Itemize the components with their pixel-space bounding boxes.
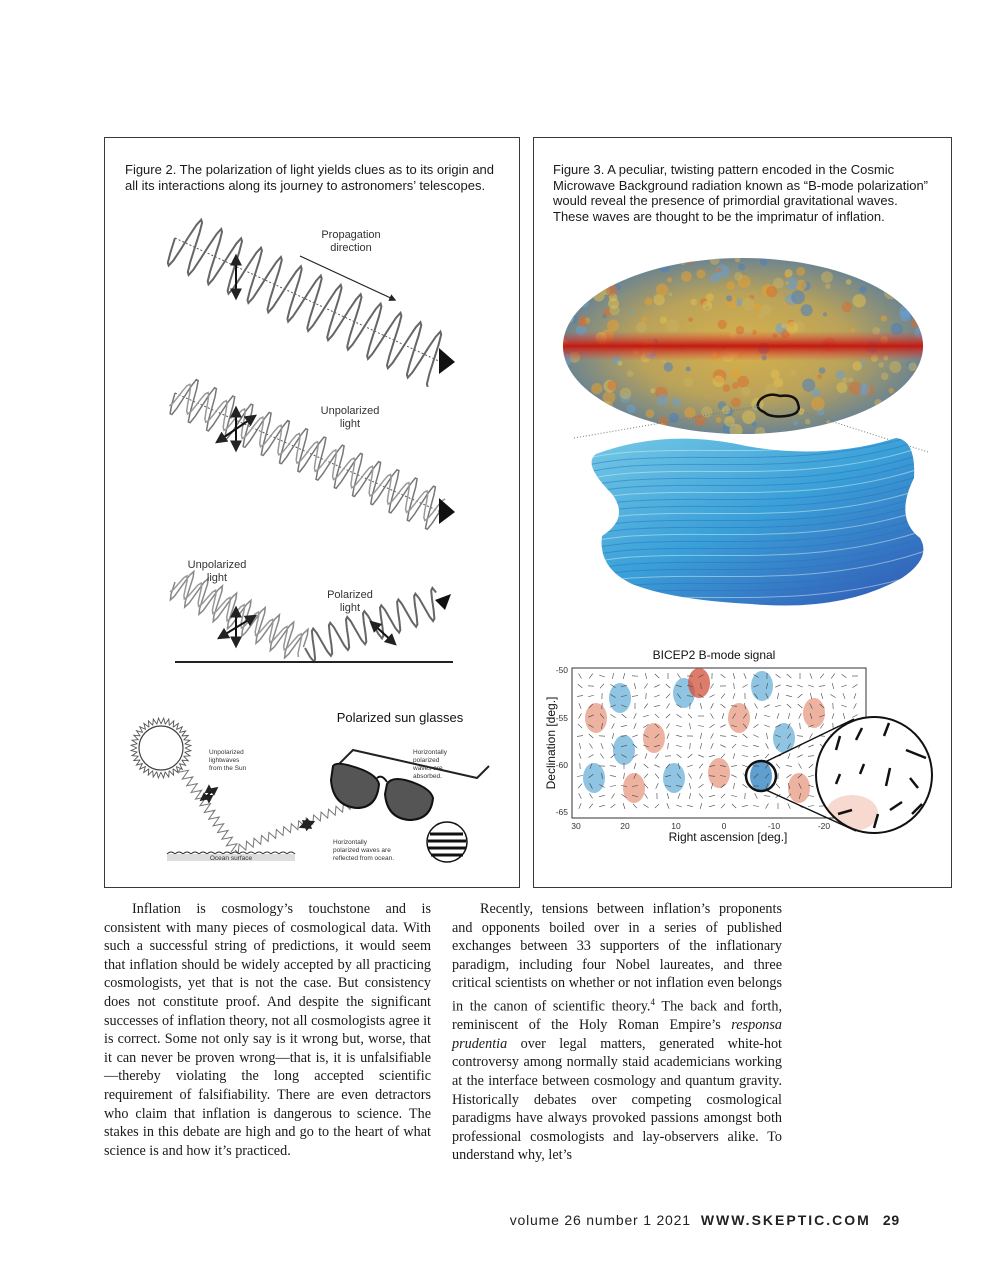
xtick-label: 30 [571,821,581,831]
unpolarized2-label-1: Unpolarized [187,559,247,571]
sun-waves-label-3: from the Sun [209,765,247,772]
unpolarized-wave [169,380,455,530]
zoom-inset [816,717,932,833]
plot-xlabel: Right ascension [deg.] [668,830,788,844]
sunglasses-diagram [131,710,489,862]
paragraph-italic: responsa prudentia [452,1017,782,1052]
paragraph-text: Recently, tensions between inflation’s proponents and opponents boiled over in a series of published exchanges between 33 supporters of the inflationary paradigm, including four Nobel laureates, and three critical scientists on whether or not inflation even belongs in the canon of scientific theory. [452,901,782,1015]
absorbed-label-2: polarized [413,757,440,764]
sun-waves-label-2: lightwaves [209,757,240,764]
ytick-label: -65 [555,807,568,817]
sunglasses-title: Polarized sun glasses [336,710,464,725]
site-url: WWW.SKEPTIC.COM [700,1212,871,1228]
unpolarized-label-1: Unpolarized [320,405,380,417]
figure-3-caption: Figure 3. A peculiar, twisting pattern encoded in the Cosmic Microwave Background radiation known as “B-mode polarization” would reveal the presence of primordial gravitational waves. These waves are thought to be the imprimatur of inflation. [553,162,929,224]
body-column-right [452,900,782,1165]
reflected-label-3: reflected from ocean. [333,855,395,862]
cmb-map [554,252,934,437]
plot-ylabel: Declination [deg.] [544,696,558,790]
propagation-label-2: direction [330,242,372,254]
issue-info: volume 26 number 1 2021 [509,1212,691,1228]
body-paragraph: Inflation is cosmology’s touchstone and is consistent with many pieces of cosmological data. With such a successful string of predictions, it would seem that inflation should be widely accepted by all practicing cosmologists, yet that is not the case. But consistency does not constitute proof. And despite the significant successes of inflation theory, not all cosmologists agree it is correct. Some not only say is it wrong but, worse, that it can never be proven wrong—that is, it is unfalsifiable—thereby violating the long accepted scientific requirement of falsifiability. There are even detractors who claim that inflation is dangerous to science. The stakes in this debate are high and go to the heart of what science is and how it’s practiced. [104,901,431,1159]
xtick-label: -20 [817,821,831,831]
xtick-label: -10 [767,821,781,831]
reflected-label-2: polarized waves are [333,847,391,854]
page-footer [510,1212,900,1228]
unpolarized2-label-2: light [206,572,228,584]
xtick-label: 0 [721,821,727,831]
ytick-label: -50 [555,665,568,675]
unpolarized-label-2: light [339,418,361,430]
paragraph-text: over legal matters, generated white-hot controversy among normally staid academicians working at the interface between cosmology and quantum gravity. Historically debates over competing cosmological paradigms have always provoked passions amongst both professional cosmologists and lay-observers alike. To understand why, let’s [452,1035,782,1164]
polarization-patch [554,418,944,643]
polarized-label-1: Polarized [327,589,373,601]
propagation-label-1: Propagation [321,229,381,241]
body-column-left [104,900,431,1160]
paragraph-text: The back and forth, reminiscent of the Holy Roman Empire’s [452,998,782,1034]
polarized-label-2: light [339,602,361,614]
figure-2 [104,137,520,888]
figure-3 [533,137,952,888]
polarizer-icon [427,822,467,862]
xtick-label: 10 [671,821,681,831]
absorbed-label-1: Horizontally [413,749,447,756]
page-number: 29 [882,1212,900,1228]
xtick-label: 20 [620,821,630,831]
sun-waves-label-1: Unpolarized [209,749,244,756]
absorbed-label-4: absorbed. [413,773,442,780]
cmb-illustration [534,138,951,887]
polarized-wave-1 [168,220,455,387]
ytick-label: -55 [555,713,568,723]
footnote-marker: 4 [650,996,655,1007]
figure-2-caption: Figure 2. The polarization of light yields clues as to its origin and all its interactions along its journey to astronomers’ telescopes. [125,162,495,193]
reflected-label-1: Horizontally [333,839,367,846]
ocean-label: Ocean surface [209,855,253,862]
bicep2-title: BICEP2 B-mode signal [652,648,776,662]
sun-icon [131,718,191,778]
absorbed-label-3: waves are [413,765,443,772]
ytick-label: -60 [555,760,568,770]
bicep2-plot [544,648,932,844]
body-paragraph [452,900,782,1165]
sunglasses-icon [331,750,489,820]
reflection-diagram [170,559,453,662]
polarization-illustration [105,138,519,887]
